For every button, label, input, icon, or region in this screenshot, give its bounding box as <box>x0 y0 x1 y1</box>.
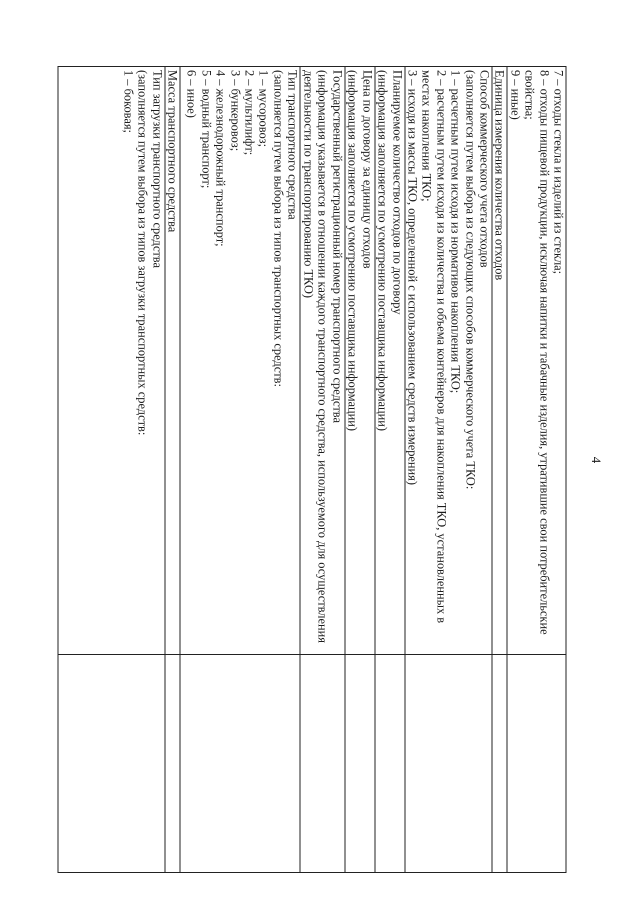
field-description-cell <box>180 67 300 655</box>
field-description-cell <box>375 67 405 655</box>
field-title: Способ коммерческого учета отходов <box>477 70 492 268</box>
field-note-line: 2 – расчетным путем исходя из количества и объема контейнеров для накопления ТКО, установленных в местах накопления ТКО; <box>419 70 449 624</box>
field-title: Единица измерения количества отходов <box>492 70 507 281</box>
field-value-cell <box>507 655 566 873</box>
field-value-cell <box>492 655 507 873</box>
field-title: Тип транспортного средства <box>285 70 300 220</box>
table-row <box>345 67 375 873</box>
field-description-cell <box>507 67 566 655</box>
field-note-line: 1 – мусоровоз; <box>257 70 271 148</box>
field-note-line: (информация заполняется по усмотрению поставщика информации) <box>375 70 390 431</box>
table-body <box>58 67 566 873</box>
field-note-line: (информация заполняется по усмотрению поставщика информации) <box>345 70 360 431</box>
field-title: Тип загрузки транспортного средства <box>150 70 165 268</box>
field-description-cell <box>492 67 507 655</box>
table-row <box>405 67 492 873</box>
table-row <box>180 67 300 873</box>
field-note-line: 3 – бункеровоз; <box>228 70 243 152</box>
field-title: Государственный регистрационный номер транспортного средства <box>330 70 345 423</box>
field-note-line: 1 – боковая; <box>121 70 136 133</box>
table-row <box>58 67 165 873</box>
rotated-document-content <box>58 66 567 872</box>
field-title: 7 – отходы стекла и изделий из стекла; <box>551 70 566 275</box>
field-value-cell <box>345 655 375 873</box>
field-note-line: 9 – иные) <box>508 70 523 120</box>
field-note-line: 4 – железнодорожный транспорт; <box>213 70 228 247</box>
field-value-cell <box>300 655 344 873</box>
field-description-cell <box>165 67 180 655</box>
field-value-cell <box>405 655 492 873</box>
field-title: Планируемое количество отходов по договору <box>390 70 405 315</box>
field-description-cell <box>58 67 165 655</box>
form-fields-table <box>58 66 567 873</box>
field-note-line: 5 – водный транспорт; <box>199 70 214 189</box>
field-value-cell <box>58 655 165 873</box>
page-number: 4 <box>589 456 604 464</box>
field-title: Масса транспортного средства <box>165 70 180 233</box>
table-row <box>165 67 180 873</box>
field-description-cell <box>405 67 492 655</box>
field-note-line: (заполняется путем выбора из типов транспортных средств: <box>271 70 286 387</box>
field-note-line: (заполняется путем выбора из следующих способов коммерческого учета ТКО: <box>463 70 478 490</box>
field-value-cell <box>180 655 300 873</box>
field-value-cell <box>165 655 180 873</box>
field-value-cell <box>375 655 405 873</box>
field-note-line: 8 – отходы пищевой продукции, исключая напитки и табачные изделия, утратившие свои потребительские свойства; <box>522 70 552 635</box>
table-row <box>507 67 566 873</box>
table-row <box>300 67 344 873</box>
field-note-line: 6 – иное) <box>184 70 199 118</box>
field-description-cell <box>345 67 375 655</box>
field-note-line: 2 – мультилифт; <box>242 70 257 156</box>
field-note-line: 1 – расчетным путем исходя из нормативов накопления ТКО; <box>448 70 463 394</box>
table-row <box>492 67 507 873</box>
field-note-line: (заполняется путем выбора из типов загрузки транспортных средств: <box>136 70 150 436</box>
table-row <box>375 67 405 873</box>
field-title: Цена по договору за единицу отходов <box>360 70 375 269</box>
field-description-cell <box>300 67 344 655</box>
field-note-line: 3 – исходя из массы ТКО, определенной с использованием средств измерения) <box>405 70 420 486</box>
field-note-line: (информация указывается в отношении каждого транспортного средства, используемого для осуществления деятельности по транспортированию ТКО) <box>301 70 330 643</box>
